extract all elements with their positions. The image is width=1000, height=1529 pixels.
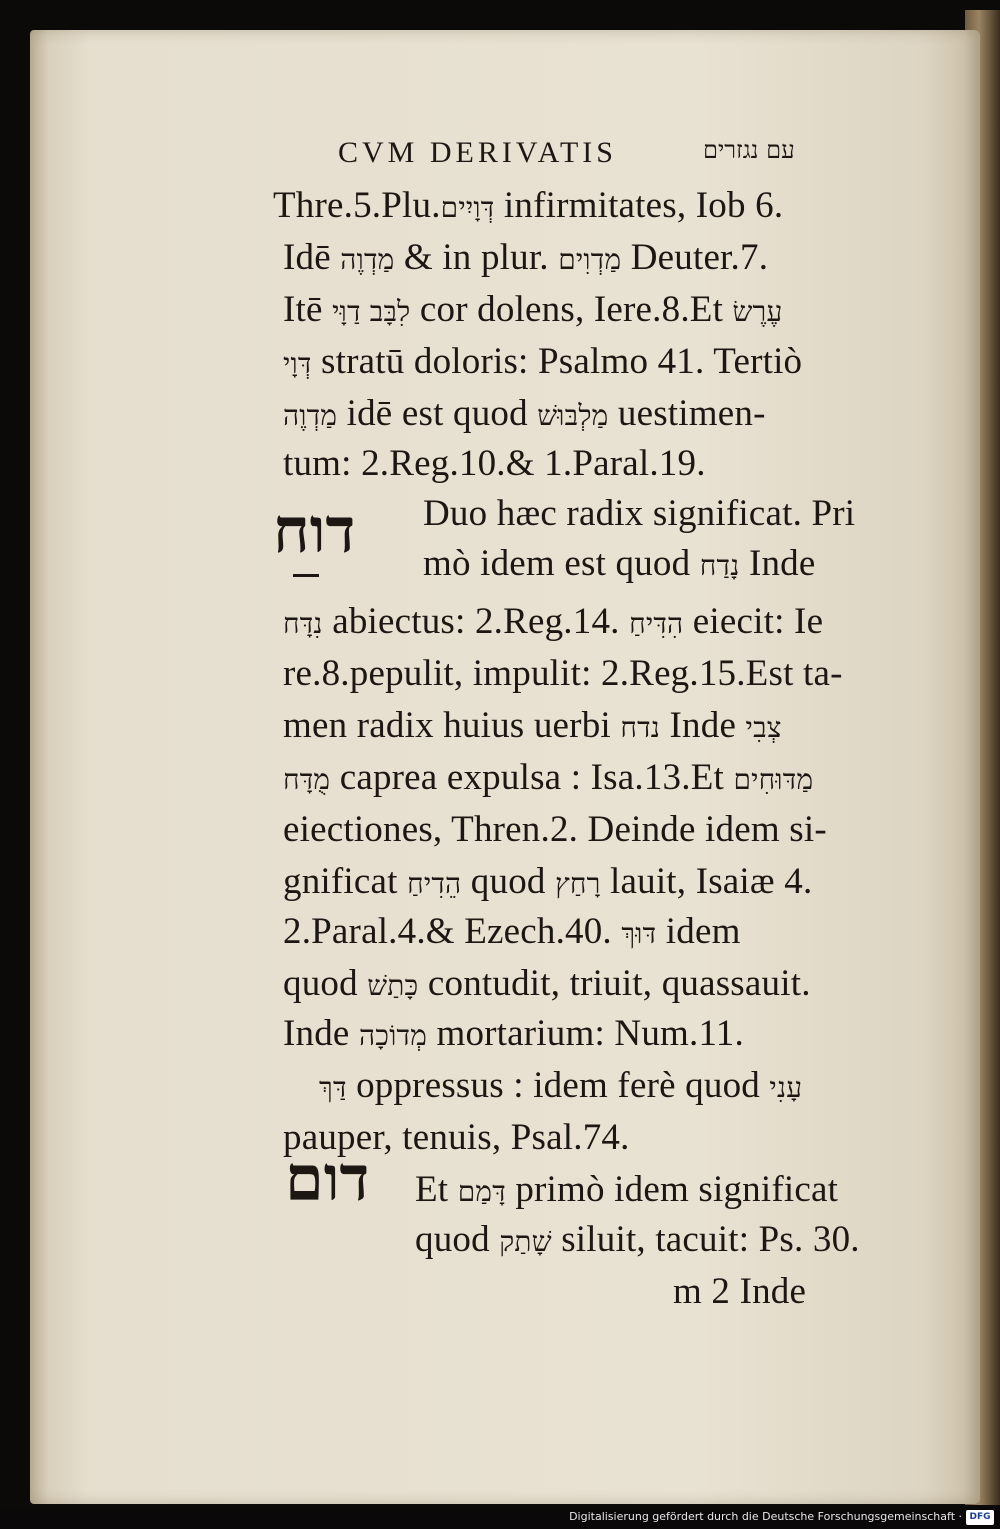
- text-line: [283, 910, 741, 956]
- latin-text: idem: [656, 911, 741, 952]
- hebrew-word: שָׁתַק: [499, 1225, 552, 1258]
- hebrew-word: מַדְוֶה: [283, 399, 338, 432]
- latin-text: cor dolens, Iere.8.Et: [410, 289, 733, 330]
- hebrew-word: מַדּוּחִים: [733, 763, 814, 796]
- initial-root-word: דוח: [273, 494, 356, 567]
- text-line: [283, 1012, 744, 1058]
- text-line: [283, 600, 823, 646]
- hebrew-word: דּוּךְ: [621, 917, 657, 950]
- text-line: [283, 704, 782, 750]
- hebrew-word: כָּתַשׁ: [367, 969, 419, 1002]
- latin-text: primò idem significat: [505, 1169, 839, 1210]
- hebrew-word: מַדְוִים: [558, 243, 622, 276]
- text-line: [319, 1064, 802, 1110]
- hebrew-word: דְּוָיִים: [440, 191, 495, 224]
- text-line: [283, 756, 813, 802]
- text-line: [283, 442, 706, 486]
- text-line: [283, 808, 827, 852]
- latin-text: stratū doloris: Psalmo 41. Tertiò: [311, 341, 803, 382]
- latin-text: re.8.pepulit, impulit: 2.Reg.15.Est ta-: [283, 653, 843, 694]
- hebrew-word: לִבָּב דַוָּי: [332, 295, 411, 328]
- latin-text: siluit, tacuit: Ps. 30.: [551, 1219, 860, 1260]
- hebrew-word: עֶרֶשׂ: [732, 295, 783, 328]
- hebrew-word: רָחַץ: [555, 867, 601, 900]
- hebrew-word: דָּמַם: [457, 1175, 506, 1208]
- latin-text: Inde: [739, 543, 816, 584]
- text-line: [283, 340, 802, 386]
- latin-text: m 2 Inde: [673, 1271, 807, 1312]
- text-line: [283, 652, 843, 696]
- hebrew-word: נָדַח: [699, 549, 740, 582]
- latin-text: gnificat: [283, 861, 408, 902]
- footer-bar: [0, 1507, 1000, 1529]
- text-line: [283, 288, 783, 334]
- hebrew-word: הֵדִיחַ: [407, 867, 462, 900]
- latin-text: eiecit: Ie: [683, 601, 824, 642]
- latin-text: & in plur.: [394, 237, 559, 278]
- latin-text: quod: [283, 963, 368, 1004]
- hebrew-word: מֻדָּח: [283, 763, 331, 796]
- latin-text: abiectus: 2.Reg.14.: [322, 601, 630, 642]
- latin-text: mò idem est quod: [423, 543, 700, 584]
- latin-text: men radix huius uerbi: [283, 705, 621, 746]
- text-line: [283, 392, 766, 438]
- footer-credit: Digitalisierung gefördert durch die Deutsche Forschungsgemeinschaft ·: [569, 1510, 962, 1523]
- hebrew-word: צְבִי: [745, 711, 782, 744]
- latin-text: quod: [415, 1219, 500, 1260]
- text-line: [423, 542, 816, 588]
- running-head-hebrew: עם נגזרים: [703, 136, 795, 164]
- latin-text: pauper, tenuis, Psal.74.: [283, 1117, 630, 1158]
- dfg-logo: DFG: [966, 1510, 994, 1525]
- hebrew-word: עָנִי: [769, 1071, 803, 1104]
- hebrew-word: נִדָּח: [283, 607, 323, 640]
- text-line: [273, 184, 783, 230]
- latin-text: Deuter.7.: [621, 237, 769, 278]
- latin-text: Itē: [283, 289, 333, 330]
- latin-text: Inde: [660, 705, 746, 746]
- hebrew-word: מַלְבּוּשׁ: [537, 399, 609, 432]
- latin-text: idē est quod: [337, 393, 538, 434]
- latin-text: Idē: [283, 237, 341, 278]
- latin-text: mortarium: Num.11.: [427, 1013, 744, 1054]
- text-line: [283, 962, 811, 1008]
- hebrew-word: נדח: [620, 711, 661, 744]
- text-line: [415, 1168, 838, 1214]
- latin-text: uestimen-: [608, 393, 766, 434]
- text-line: [283, 860, 812, 906]
- latin-text: lauit, Isaiæ 4.: [600, 861, 813, 902]
- latin-text: 2.Paral.4.& Ezech.40.: [283, 911, 622, 952]
- latin-text: Inde: [283, 1013, 359, 1054]
- text-line: [283, 236, 768, 282]
- hebrew-word: הִדִּיחַ: [629, 607, 684, 640]
- latin-text: Et: [415, 1169, 458, 1210]
- latin-text: caprea expulsa : Isa.13.Et: [330, 757, 734, 798]
- latin-text: Duo hæc radix significat. Pri: [423, 493, 856, 534]
- text-line: [415, 1218, 860, 1264]
- latin-text: contudit, triuit, quassauit.: [418, 963, 811, 1004]
- latin-text: eiectiones, Thren.2. Deinde idem si-: [283, 809, 827, 850]
- text-line: [423, 492, 855, 536]
- hebrew-word: דַּךְ: [319, 1071, 347, 1104]
- text-line: [673, 1270, 806, 1314]
- initial-underscore-mark: [293, 574, 319, 577]
- latin-text: oppressus : idem ferè quod: [346, 1065, 770, 1106]
- running-head-latin: CVM DERIVATIS: [338, 136, 617, 169]
- hebrew-word: מַדְוֶה: [340, 243, 395, 276]
- latin-text: infirmitates, Iob 6.: [494, 185, 784, 226]
- latin-text: quod: [461, 861, 556, 902]
- hebrew-word: מְדוֹכָה: [359, 1019, 428, 1052]
- latin-text: tum: 2.Reg.10.& 1.Paral.19.: [283, 443, 706, 484]
- hebrew-word: דְּוָי: [283, 347, 312, 380]
- initial-root-word: דום: [285, 1142, 370, 1215]
- latin-text: Thre.5.Plu.: [273, 185, 441, 226]
